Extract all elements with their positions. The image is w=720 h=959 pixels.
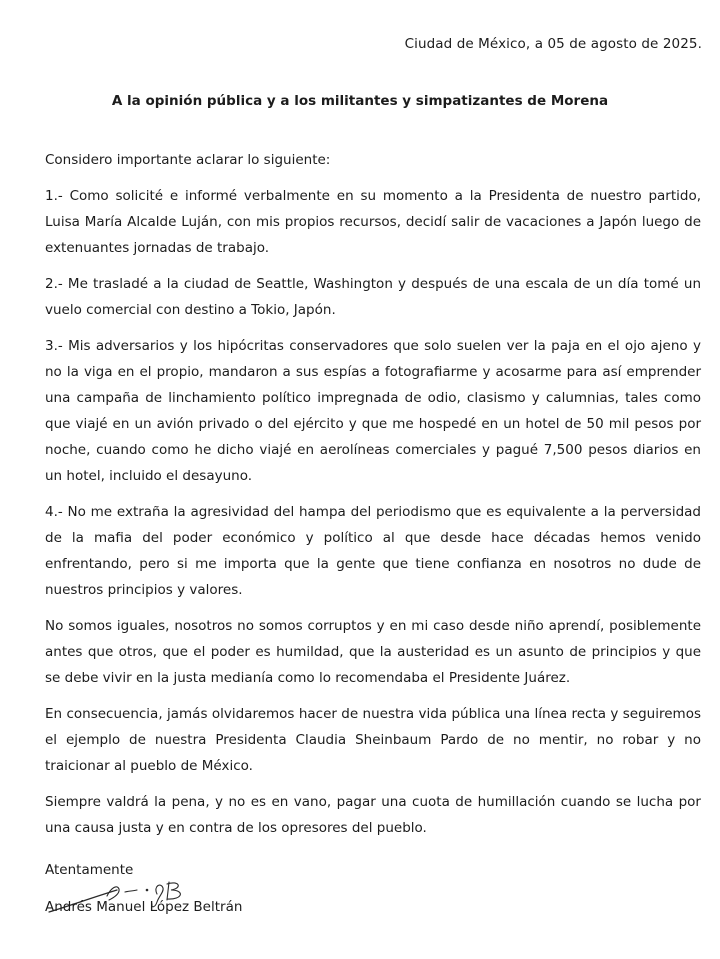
- letter-date: Ciudad de México, a 05 de agosto de 2025.: [404, 36, 702, 52]
- letter-body: [45, 147, 701, 841]
- closing-text: Atentamente: [45, 862, 134, 878]
- paragraph-6: En consecuencia, jamás olvidaremos hacer de nuestra vida pública una línea recta y seguiremos el ejemplo de nuestra Presidenta Claudia Sheinbaum Pardo de no mentir, no robar y no traicionar al pueblo de México.: [45, 706, 701, 774]
- letter-heading: A la opinión pública y a los militantes y simpatizantes de Morena: [111, 93, 609, 109]
- signer-name: Andrés Manuel López Beltrán: [45, 899, 243, 915]
- paragraph-4: 4.- No me extraña la agresividad del hampa del periodismo que es equivalente a la perversidad de la mafia del poder económico y político al que desde hace décadas hemos venido enfrentando, pero si me importa que la gente que tiene confianza en nosotros no dude de nuestros principios y valores.: [45, 504, 701, 598]
- paragraph-7: Siempre valdrá la pena, y no es en vano, pagar una cuota de humillación cuando se lucha por una causa justa y en contra de los opresores del pueblo.: [45, 794, 701, 836]
- paragraph-1: 1.- Como solicité e informé verbalmente en su momento a la Presidenta de nuestro partido, Luisa María Alcalde Luján, con mis propios recursos, decidí salir de vacaciones a Japón luego de extenuantes jornadas de trabajo.: [45, 188, 701, 256]
- intro-text: Considero importante aclarar lo siguiente:: [45, 152, 331, 168]
- paragraph-2: 2.- Me trasladé a la ciudad de Seattle, Washington y después de una escala de un día tomé un vuelo comercial con destino a Tokio, Japón.: [45, 276, 701, 318]
- paragraph-5: No somos iguales, nosotros no somos corruptos y en mi caso desde niño aprendí, posiblemente antes que otros, que el poder es humildad, que la austeridad es un asunto de principios y que se debe vivir en la justa medianía como lo recomendaba el Presidente Juárez.: [45, 618, 701, 686]
- paragraph-3: 3.- Mis adversarios y los hipócritas conservadores que solo suelen ver la paja en el ojo ajeno y no la viga en el propio, mandaron a sus espías a fotografiarme y acosarme para así emprender una campaña de linchamiento político impregnada de odio, clasismo y calumnias, tales como que viajé en un avión privado o del ejército y que me hospedé en un hotel de 50 mil pesos por noche, cuando como he dicho viajé en aerolíneas comerciales y pagué 7,500 pesos diarios en un hotel, incluido el desayuno.: [45, 338, 701, 484]
